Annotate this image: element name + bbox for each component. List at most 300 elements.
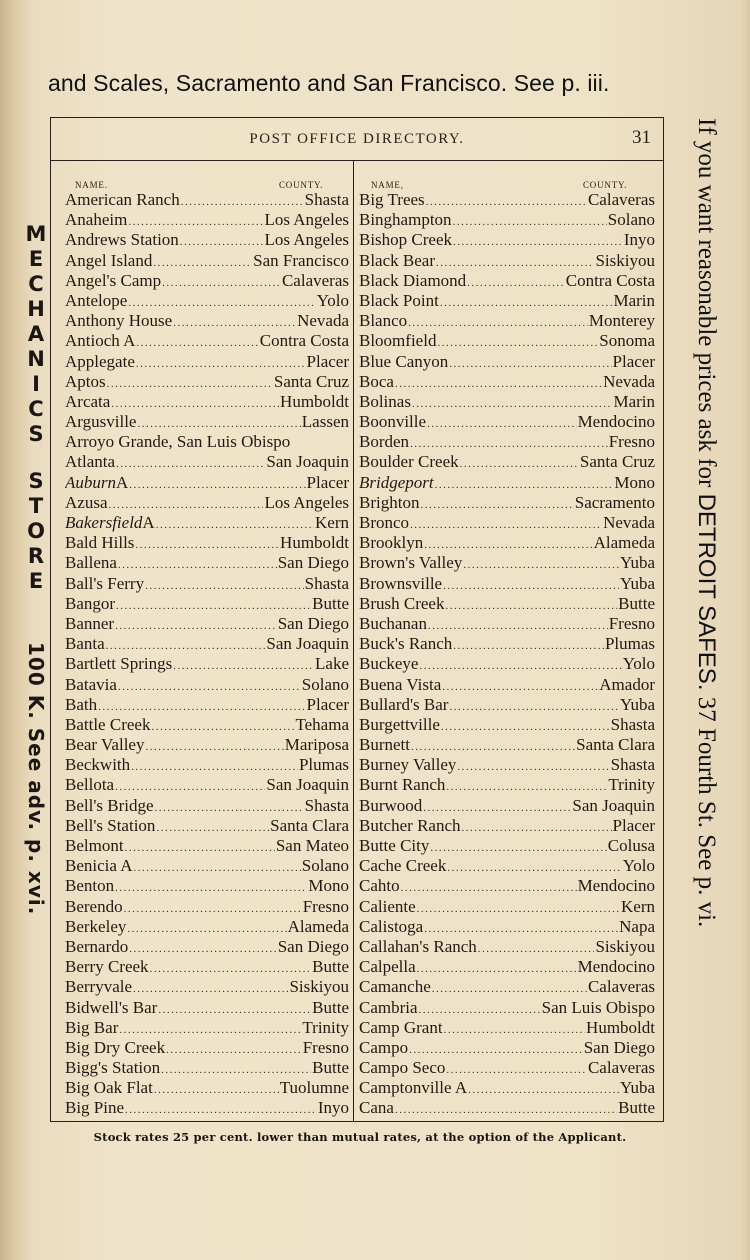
leader-dots — [145, 737, 283, 755]
directory-entry — [65, 271, 349, 291]
entry-name: Bernardo — [65, 936, 129, 956]
leader-dots — [131, 757, 298, 775]
left-name-heading: NAME. — [75, 180, 108, 190]
directory-entry — [359, 634, 655, 654]
leader-dots — [133, 979, 288, 997]
entry-name: Black Point — [359, 290, 439, 310]
entry-name: Angel Island — [65, 250, 153, 270]
entry-name: Butcher Ranch — [359, 815, 461, 835]
entry-county: Nevada — [603, 371, 655, 391]
entry-name: Bidwell's Bar — [65, 997, 158, 1017]
entry-county: Marin — [613, 290, 655, 310]
entry-name: Caliente — [359, 896, 416, 916]
leader-dots — [423, 798, 571, 816]
entry-county: Fresno — [302, 1037, 349, 1057]
entry-name: Cache Creek — [359, 856, 447, 876]
directory-entry — [65, 230, 349, 250]
leader-dots — [446, 1060, 587, 1078]
stacked-letter: C — [28, 272, 44, 296]
leader-dots — [411, 737, 575, 755]
leader-dots — [124, 899, 302, 917]
directory-entry — [359, 553, 655, 573]
entry-county: San Diego — [583, 1037, 655, 1057]
leader-dots — [441, 717, 610, 735]
entry-county: Yolo — [316, 290, 349, 310]
entry-name: Big Bar — [65, 1017, 119, 1037]
directory-entry — [65, 897, 349, 917]
entry-name: Bolinas — [359, 391, 411, 411]
entry-county: Los Angeles — [264, 492, 349, 512]
entry-county: Yuba — [620, 573, 655, 593]
directory-entry — [359, 1038, 655, 1058]
entry-county: Calaveras — [587, 977, 655, 997]
entry-county: Calaveras — [587, 190, 655, 209]
entry-county: Yuba — [620, 694, 655, 714]
directory-entry — [65, 513, 349, 533]
directory-entry — [65, 432, 349, 452]
directory-entry — [359, 755, 655, 775]
entry-name: Blue Canyon — [359, 351, 449, 371]
entry-name: Ball's Ferry — [65, 573, 145, 593]
entry-county: Placer — [612, 351, 655, 371]
entry-name: Brighton — [359, 492, 420, 512]
entry-name: Big Oak Flat — [65, 1078, 153, 1098]
stacked-letter: R — [27, 544, 45, 568]
directory-entry — [359, 1078, 655, 1098]
entry-county: Butte — [312, 593, 349, 613]
entry-county: Nevada — [297, 311, 349, 331]
leader-dots — [395, 374, 602, 392]
directory-entry — [65, 917, 349, 937]
directory-entry — [359, 230, 655, 250]
entry-name: Banner — [65, 613, 115, 633]
leader-dots — [115, 878, 307, 896]
leader-dots — [453, 232, 623, 250]
directory-entry — [65, 473, 349, 493]
entry-county: Santa Clara — [270, 815, 349, 835]
directory-entry — [359, 957, 655, 977]
entry-county: Tuolumne — [279, 1078, 349, 1098]
entry-name: Camp Grant — [359, 1017, 443, 1037]
entry-county: Sacramento — [574, 492, 655, 512]
entry-county: Placer — [306, 351, 349, 371]
directory-entry — [65, 998, 349, 1018]
leader-dots — [115, 616, 277, 634]
top-advertisement-banner: and Scales, Sacramento and San Francisco. See p. iii. — [48, 70, 610, 96]
entry-county: Mendocino — [577, 876, 655, 896]
entry-name: Brooklyn — [359, 533, 424, 553]
entry-name: Calistoga — [359, 916, 424, 936]
mechanics-store-letters — [18, 222, 54, 594]
entry-county: Solano — [301, 856, 349, 876]
leader-dots — [443, 576, 619, 594]
entry-county: Santa Cruz — [579, 452, 655, 472]
entry-name: Burgettville — [359, 714, 440, 734]
entry-county: Contra Costa — [259, 331, 349, 351]
directory-entry — [359, 1018, 655, 1038]
directory-entry — [65, 251, 349, 271]
entry-county: Siskiyou — [595, 936, 655, 956]
entry-name: Burnett — [359, 735, 410, 755]
entry-name: Banta — [65, 634, 105, 654]
directory-entry — [65, 311, 349, 331]
leader-dots — [128, 293, 315, 311]
directory-entry — [359, 977, 655, 997]
stacked-letter-gap — [18, 447, 54, 469]
directory-entry — [65, 816, 349, 836]
leader-dots — [401, 878, 577, 896]
leader-dots — [158, 1000, 311, 1018]
leader-dots — [98, 697, 305, 715]
entry-name: Buchanan — [359, 613, 427, 633]
directory-entry — [65, 876, 349, 896]
right-ad-text-before: If you want reasonable prices ask for — [693, 118, 720, 494]
directory-entry — [359, 654, 655, 674]
leader-dots — [116, 596, 311, 614]
leader-dots — [111, 394, 279, 412]
directory-entry — [359, 533, 655, 553]
entry-name: Brownsville — [359, 573, 443, 593]
entry-county: Butte — [618, 1098, 655, 1118]
entry-county: Napa — [619, 916, 655, 936]
entry-name: Battle Creek — [65, 714, 151, 734]
entry-name: Borden — [359, 432, 410, 452]
entry-name: Cambria — [359, 997, 418, 1017]
entry-name: Brush Creek — [359, 593, 445, 613]
leader-dots — [119, 1020, 301, 1038]
entry-county: Monterey — [588, 311, 655, 331]
leader-dots — [137, 414, 300, 432]
entry-county: Humboldt — [280, 533, 349, 553]
entry-county: Alameda — [287, 916, 349, 936]
directory-entry — [359, 796, 655, 816]
stacked-letter: H — [27, 297, 45, 321]
directory-entry — [359, 412, 655, 432]
directory-entry — [65, 957, 349, 977]
entry-name: Boulder Creek — [359, 452, 459, 472]
entry-county: San Joaquin — [266, 452, 349, 472]
entry-county: Shasta — [304, 190, 349, 209]
directory-entry — [359, 392, 655, 412]
entry-name: Antelope — [65, 290, 128, 310]
entry-county: Alameda — [593, 533, 655, 553]
entry-name: Bangor — [65, 593, 116, 613]
leader-dots — [428, 616, 608, 634]
directory-entry — [65, 675, 349, 695]
leader-dots — [118, 555, 277, 573]
directory-entry — [65, 695, 349, 715]
page-title: POST OFFICE DIRECTORY. — [249, 131, 465, 147]
entry-name: Blanco — [359, 311, 408, 331]
leader-dots — [462, 818, 612, 836]
entry-county: Solano — [607, 210, 655, 230]
entry-name: Buck's Ranch — [359, 634, 453, 654]
directory-entry — [65, 634, 349, 654]
entry-county: Fresno — [302, 896, 349, 916]
directory-entry — [65, 1058, 349, 1078]
leader-dots — [410, 515, 602, 533]
leader-dots — [430, 838, 606, 856]
header-rule — [51, 160, 663, 161]
entry-name: Aptos — [65, 371, 106, 391]
leader-dots — [161, 1060, 311, 1078]
leader-dots — [463, 555, 619, 573]
directory-entry — [359, 352, 655, 372]
entry-county: Solano — [301, 674, 349, 694]
entry-county: Mendocino — [577, 957, 655, 977]
entry-name: Anthony House — [65, 311, 173, 331]
entry-name: Cana — [359, 1098, 394, 1118]
entry-name: Andrews Station — [65, 230, 179, 250]
leader-dots — [467, 273, 565, 291]
footer-note: Stock rates 25 per cent. lower than mutual rates, at the option of the Applicant. — [93, 1130, 627, 1144]
entry-county: Fresno — [608, 613, 655, 633]
leader-dots — [156, 515, 314, 533]
entry-county: Placer — [306, 472, 349, 492]
entry-name: Arcata — [65, 391, 111, 411]
entry-county: Los Angeles — [264, 210, 349, 230]
entry-county: Kern — [315, 513, 349, 532]
entry-county: Inyo — [317, 1098, 349, 1118]
entry-county: Yolo — [622, 856, 655, 876]
right-entries-column — [359, 190, 655, 1119]
directory-entry — [65, 331, 349, 351]
right-margin-advertisement — [676, 118, 722, 1118]
leader-dots — [173, 656, 314, 674]
entry-county: San Mateo — [275, 836, 349, 855]
directory-entry — [359, 452, 655, 472]
directory-entry — [65, 715, 349, 735]
stacked-letter: S — [28, 469, 44, 493]
leader-dots — [150, 959, 312, 977]
entry-name: Berryvale — [65, 977, 133, 997]
entry-county: Tehama — [295, 714, 349, 734]
leader-dots — [446, 777, 607, 795]
right-county-heading: COUNTY. — [583, 180, 628, 190]
directory-entry — [359, 897, 655, 917]
directory-entry — [359, 210, 655, 230]
entry-county: Shasta — [304, 795, 349, 815]
directory-entry — [359, 715, 655, 735]
entry-name: American Ranch — [65, 190, 180, 209]
entry-name: Bigg's Station — [65, 1058, 161, 1078]
leader-dots — [108, 495, 263, 513]
entry-county: San Joaquin — [266, 634, 349, 654]
directory-entry — [65, 553, 349, 573]
directory-entry — [65, 533, 349, 553]
leader-dots — [107, 374, 273, 392]
leader-dots — [155, 798, 304, 816]
entry-name: Bronco — [359, 513, 410, 532]
entry-name: Binghampton — [359, 210, 452, 230]
directory-entry — [359, 998, 655, 1018]
entry-name-suffix: A — [116, 472, 129, 492]
entry-name: Big Pine — [65, 1098, 125, 1118]
entry-county: Shasta — [610, 714, 655, 734]
entry-name: Angel's Camp — [65, 270, 162, 290]
directory-entry — [359, 331, 655, 351]
directory-entry — [359, 775, 655, 795]
entry-county: Placer — [612, 815, 655, 835]
leader-dots — [136, 354, 306, 372]
stacked-letter: I — [32, 372, 40, 396]
left-rotated-advertisement: 100 K. See adv. p. xvi. — [24, 642, 48, 916]
entry-name: Argusville — [65, 412, 137, 432]
directory-entry — [65, 1078, 349, 1098]
directory-entry — [65, 1018, 349, 1038]
entry-county: Siskiyou — [595, 250, 655, 270]
entry-name: Bartlett Springs — [65, 654, 173, 674]
entry-county: Plumas — [298, 755, 349, 775]
leader-dots — [136, 333, 258, 351]
left-margin-advertisement — [18, 222, 54, 1022]
entry-county: Nevada — [603, 513, 655, 532]
entry-name: Antioch A — [65, 331, 136, 351]
directory-entry — [359, 251, 655, 271]
leader-dots — [166, 1040, 302, 1058]
leader-dots — [457, 757, 609, 775]
directory-entry — [65, 796, 349, 816]
directory-entry — [65, 937, 349, 957]
entry-county: Kern — [621, 896, 655, 916]
entry-county: Yolo — [622, 654, 655, 674]
leader-dots — [145, 576, 304, 594]
entry-name: Benton — [65, 876, 115, 896]
directory-entry — [65, 775, 349, 795]
leader-dots — [417, 899, 620, 917]
entry-county: Trinity — [302, 1017, 349, 1037]
leader-dots — [437, 333, 598, 351]
entry-county: Colusa — [607, 836, 655, 855]
entry-county: Santa Clara — [576, 735, 655, 755]
page-number: 31 — [632, 127, 651, 148]
leader-dots — [440, 293, 613, 311]
directory-entry — [65, 452, 349, 472]
entry-name: Atlanta — [65, 452, 116, 472]
leader-dots — [154, 1080, 279, 1098]
leader-dots — [106, 636, 266, 654]
directory-entry — [65, 755, 349, 775]
directory-entry — [359, 271, 655, 291]
entry-name: Boonville — [359, 412, 427, 432]
directory-entry — [65, 1038, 349, 1058]
stacked-letter: E — [28, 569, 44, 593]
entry-county: Placer — [306, 694, 349, 714]
directory-entry — [359, 372, 655, 392]
directory-entry — [65, 190, 349, 210]
stacked-letter: M — [25, 222, 47, 246]
directory-entry — [65, 977, 349, 997]
entry-county: Fresno — [608, 432, 655, 452]
entry-name: Boca — [359, 371, 394, 391]
leader-dots — [181, 192, 304, 210]
stacked-letter: A — [27, 322, 45, 346]
entry-name: Bell's Bridge — [65, 795, 154, 815]
directory-entry — [65, 352, 349, 372]
leader-dots — [135, 535, 279, 553]
leader-dots — [427, 414, 577, 432]
leader-dots — [153, 253, 252, 271]
directory-entry — [65, 412, 349, 432]
entry-name: Butte City — [359, 836, 430, 855]
leader-dots — [453, 636, 604, 654]
entry-name: Callahan's Ranch — [359, 936, 477, 956]
entry-name: Bishop Creek — [359, 230, 453, 250]
leader-dots — [419, 1000, 541, 1018]
leader-dots — [478, 939, 595, 957]
right-name-heading: NAME, — [371, 180, 404, 190]
entry-county: Shasta — [304, 573, 349, 593]
stacked-letter: T — [28, 494, 44, 518]
entry-county: Mono — [614, 472, 655, 492]
leader-dots — [449, 354, 611, 372]
entry-county: Contra Costa — [565, 270, 655, 290]
leader-dots — [449, 697, 619, 715]
directory-entry — [359, 493, 655, 513]
entry-county: Lake — [315, 654, 349, 674]
entry-county: Los Angeles — [264, 230, 349, 250]
leader-dots — [417, 959, 577, 977]
directory-entry — [359, 816, 655, 836]
leader-dots — [412, 394, 613, 412]
directory-entry — [65, 372, 349, 392]
entry-name: Burney Valley — [359, 755, 457, 775]
left-county-heading: COUNTY. — [279, 180, 324, 190]
entry-county: Santa Cruz — [273, 371, 349, 391]
leader-dots — [420, 495, 573, 513]
directory-entry — [65, 735, 349, 755]
leader-dots — [432, 979, 587, 997]
entry-name: Bath — [65, 694, 98, 714]
directory-entry — [65, 392, 349, 412]
entry-county: Sonoma — [599, 331, 655, 351]
leader-dots — [156, 818, 269, 836]
leader-dots — [409, 1040, 583, 1058]
directory-entry — [65, 493, 349, 513]
entry-name: Arroyo Grande, San Luis Obispo — [65, 432, 291, 452]
entry-name-suffix: A — [142, 513, 155, 532]
right-ad-caps-text: DETROIT SAFES. — [693, 493, 720, 691]
entry-name: Bridgeport — [359, 472, 434, 492]
entry-name: Benicia A — [65, 856, 133, 876]
directory-entry — [359, 695, 655, 715]
leader-dots — [151, 717, 294, 735]
directory-entry — [65, 856, 349, 876]
leader-dots — [180, 232, 264, 250]
entry-name: Berry Creek — [65, 957, 149, 977]
directory-entry — [359, 594, 655, 614]
entry-name: Auburn — [65, 472, 116, 492]
entry-name: Bakersfield — [65, 513, 143, 532]
directory-frame — [50, 117, 664, 1122]
leader-dots — [115, 777, 265, 795]
entry-name: Campo Seco — [359, 1058, 446, 1078]
leader-dots — [468, 1080, 619, 1098]
column-divider — [353, 160, 354, 1121]
leader-dots — [128, 212, 263, 230]
directory-entry — [359, 614, 655, 634]
entry-name: Bald Hills — [65, 533, 135, 553]
stacked-letter: S — [28, 422, 44, 446]
directory-entry — [65, 614, 349, 634]
entry-name: Buckeye — [359, 654, 419, 674]
entry-name: Burnt Ranch — [359, 775, 446, 795]
directory-entry — [359, 190, 655, 210]
directory-entry — [359, 937, 655, 957]
leader-dots — [395, 1100, 617, 1118]
directory-entry — [359, 836, 655, 856]
directory-entry — [359, 917, 655, 937]
